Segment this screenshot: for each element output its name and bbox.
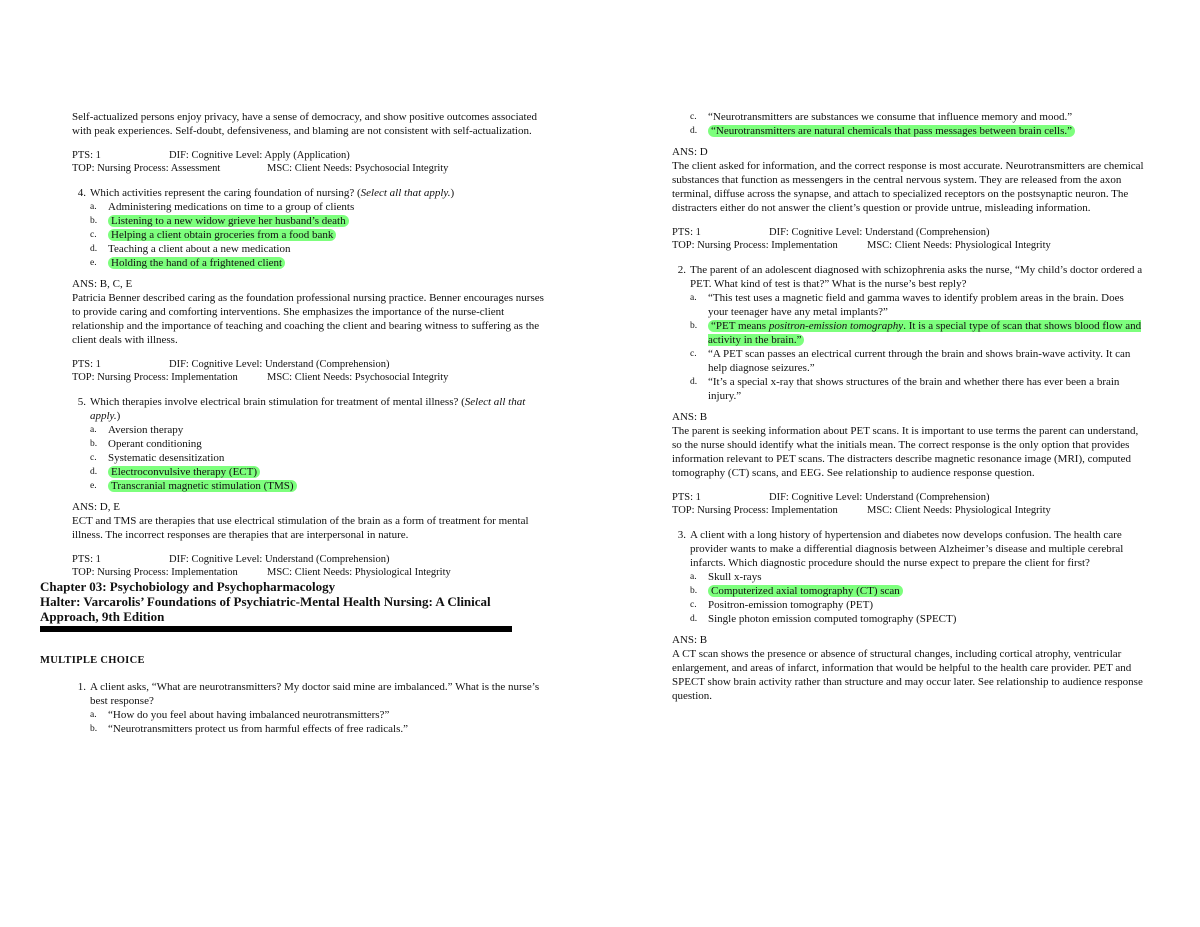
- option-b: b. “Neurotransmitters protect us from harmful effects of free radicals.”: [90, 723, 409, 735]
- option-d-highlighted: d. Electroconvulsive therapy (ECT): [90, 465, 544, 479]
- option-d-highlighted: d. “Neurotransmitters are natural chemicals that pass messages between brain cells.”: [690, 124, 1144, 138]
- answer-block: [672, 145, 1144, 215]
- chapter-header: [40, 579, 544, 668]
- option-e-highlighted: e. Holding the hand of a frightened client: [90, 256, 544, 270]
- answer-key: ANS: B, C, E: [72, 278, 133, 290]
- answer-options: [690, 110, 1144, 138]
- book-title: Halter: Varcarolis’ Foundations of Psychiatric-Mental Health Nursing: A Clinical Approach, 9th Edition: [40, 594, 491, 624]
- question-1: 1. A client asks, “What are neurotransmitters? My doctor said mine are imbalanced.” What is the nurse’s best response? a. “How do you feel about having imbalanced neurotransmitters?” b. “Neurotransmitters protect us from harmful effects of free radicals.”: [72, 680, 544, 736]
- rationale-text: ECT and TMS are therapies that use electrical stimulation of the brain as a form of treatment for mental illness. The incorrect responses are therapies that are interpersonal in nature.: [72, 515, 529, 541]
- option-a: a. “How do you feel about having imbalanced neurotransmitters?”: [90, 709, 390, 721]
- question-4: 4. Which activities represent the caring foundation of nursing? (Select all that apply.) a. Administering medications on time to a group of clients b. Listening to a new widow grieve her husband’s death c. Helping a client obtain groceries from a food bank d. Teaching a client about a new medication e. Holding the hand of a frightened client: [72, 186, 544, 270]
- option-a: a. “This test uses a magnetic field and gamma waves to identify problem areas in the brain. Does your teenager have any metal implants?”: [690, 292, 1124, 318]
- question-meta: PTS: 1 DIF: Cognitive Level: Understand (Comprehension) TOP: Nursing Process: Implementation MSC: Client Needs: Physiological Integrity: [672, 227, 1051, 251]
- divider-rule: [40, 626, 512, 632]
- right-column: [672, 110, 1144, 703]
- option-a: a. Administering medications on time to a group of clients: [90, 201, 355, 213]
- answer-options: [90, 200, 544, 270]
- option-b: b. Operant conditioning: [90, 438, 202, 450]
- answer-options: [90, 708, 544, 736]
- answer-key: ANS: B: [672, 411, 708, 423]
- rationale-text: The client asked for information, and the correct response is most accurate. Neurotransmitters are chemical substances that function as messengers in the central nervous system. They are released from the axon terminal, diffuse across the synapse, and attach to specialized receptors on the postsynaptic neuron. The distracters either do not answer the client’s question or provide untrue, misleading information.: [672, 160, 1144, 214]
- question-meta: PTS: 1 DIF: Cognitive Level: Understand (Comprehension) TOP: Nursing Process: Implementation MSC: Client Needs: Psychosocial Integrity: [72, 359, 449, 383]
- answer-options: [90, 423, 544, 493]
- question-stem: The parent of an adolescent diagnosed with schizophrenia asks the nurse, “My child’s doctor ordered a PET. What kind of test is that?” What is the nurse’s best reply?: [690, 264, 1143, 290]
- rationale-text: Patricia Benner described caring as the foundation professional nursing practice. Benner encourages nurses to provide caring and comforting interventions. She emphasizes the importance of the nurse-client relationship and the importance of teaching and coaching the client and bearing witness to suffering as the client deals with illness.: [72, 292, 544, 346]
- option-c: c. “A PET scan passes an electrical current through the brain and shows brain-wave activity. It can help diagnose seizures.”: [690, 348, 1131, 374]
- rationale-text: The parent is seeking information about PET scans. It is important to use terms the parent can understand, so the nurse should identify what the initials mean. The correct response is the only option that provides information relevant to PET scans. The distracters describe magnetic resonance image (MRI), computed tomography (CT) scans, and EEG. See relationship to audience response question.: [672, 425, 1139, 479]
- answer-options: [690, 570, 1144, 626]
- option-c: c. Positron-emission tomography (PET): [690, 599, 873, 611]
- question-5: 5. Which therapies involve electrical brain stimulation for treatment of mental illness? (Select all that apply.) a. Aversion therapy b. Operant conditioning c. Systematic desensitization d. Electroconvulsive therapy (ECT) e. Transcranial magnetic stimulation (TMS): [72, 395, 544, 493]
- option-d: d. Single photon emission computed tomography (SPECT): [690, 613, 957, 625]
- rationale-block: [72, 110, 544, 138]
- option-d: d. Teaching a client about a new medication: [90, 243, 291, 255]
- option-c: c. “Neurotransmitters are substances we consume that influence memory and mood.”: [690, 111, 1073, 123]
- chapter-title: Chapter 03: Psychobiology and Psychopharmacology: [40, 579, 336, 594]
- question-3: 3. A client with a long history of hypertension and diabetes now develops confusion. The health care provider wants to make a differential diagnosis between Alzheimer’s disease and multiple cerebral infarcts. Which diagnostic procedure should the nurse expect to prepare the client for first? a. Skull x-rays b. Computerized axial tomography (CT) scan c. Positron-emission tomography (PET) d. Single photon emission computed tomography (SPECT): [672, 528, 1144, 626]
- question-2: 2. The parent of an adolescent diagnosed with schizophrenia asks the nurse, “My child’s doctor ordered a PET. What kind of test is that?” What is the nurse’s best reply? a. “This test uses a magnetic field and gamma waves to identify problem areas in the brain. Does your teenager have any metal implants?” b. “PET means positron-emission tomography. It is a special type of scan that shows blood flow and activity in the brain.” c. “A PET scan passes an electrical current through the brain and shows brain-wave activity. It can help diagnose seizures.” d. “It’s a special x-ray that shows structures of the brain and whether there has ever been a brain injury.”: [677, 264, 1143, 402]
- answer-block: [672, 410, 1144, 480]
- answer-block: [72, 277, 544, 347]
- question-stem: A client with a long history of hypertension and diabetes now develops confusion. The health care provider wants to make a differential diagnosis between Alzheimer’s disease and multiple cerebral infarcts. Which diagnostic procedure should the nurse expect to prepare the client for first?: [690, 529, 1124, 569]
- option-e-highlighted: e. Transcranial magnetic stimulation (TMS): [90, 479, 544, 493]
- option-b-highlighted: b. “PET means positron-emission tomography. It is a special type of scan that shows blood flow and activity in the brain.”: [690, 320, 1142, 346]
- option-c-highlighted: c. Helping a client obtain groceries from a food bank: [90, 228, 544, 242]
- question-stem: A client asks, “What are neurotransmitters? My doctor said mine are imbalanced.” What is the nurse’s best response?: [90, 681, 540, 707]
- question-meta: PTS: 1 DIF: Cognitive Level: Understand (Comprehension) TOP: Nursing Process: Implementation MSC: Client Needs: Physiological Integrity: [672, 492, 1051, 516]
- section-label: MULTIPLE CHOICE: [40, 655, 145, 666]
- answer-key: ANS: D, E: [72, 501, 120, 513]
- option-a: a. Aversion therapy: [90, 424, 184, 436]
- answer-key: ANS: B: [672, 634, 708, 646]
- rationale-text: Self-actualized persons enjoy privacy, have a sense of democracy, and show positive outcomes associated with peak experiences. Self-doubt, defensiveness, and blaming are not consistent with self-actualization.: [72, 111, 537, 137]
- option-b-highlighted: b. Computerized axial tomography (CT) scan: [690, 584, 1144, 598]
- question-1-continued: [672, 110, 1144, 138]
- question-meta: PTS: 1 DIF: Cognitive Level: Understand (Comprehension) TOP: Nursing Process: Implementation MSC: Client Needs: Physiological Integrity: [72, 554, 451, 578]
- rationale-text: A CT scan shows the presence or absence of structural changes, including cortical atrophy, ventricular enlargement, and areas of infarct, information that would be helpful to the health care provider. PET and SPECT show brain activity rather than structure and may occur later. See relationship to audience response question.: [672, 648, 1143, 702]
- option-b-highlighted: b. Listening to a new widow grieve her husband’s death: [90, 214, 544, 228]
- left-column: [40, 110, 544, 736]
- option-a: a. Skull x-rays: [690, 571, 762, 583]
- question-meta: PTS: 1 DIF: Cognitive Level: Apply (Application) TOP: Nursing Process: Assessment MSC: Client Needs: Psychosocial Integrity: [72, 150, 449, 174]
- option-c: c. Systematic desensitization: [90, 452, 225, 464]
- answer-block: [672, 633, 1144, 703]
- answer-block: [72, 500, 544, 542]
- answer-options: [690, 291, 1144, 403]
- question-stem: Which therapies involve electrical brain stimulation for treatment of mental illness? (Select all that apply.): [90, 396, 526, 422]
- answer-key: ANS: D: [672, 146, 708, 158]
- option-d: d. “It’s a special x-ray that shows structures of the brain and whether there has ever been a brain injury.”: [690, 376, 1120, 402]
- question-stem: Which activities represent the caring foundation of nursing? (Select all that apply.): [90, 187, 455, 199]
